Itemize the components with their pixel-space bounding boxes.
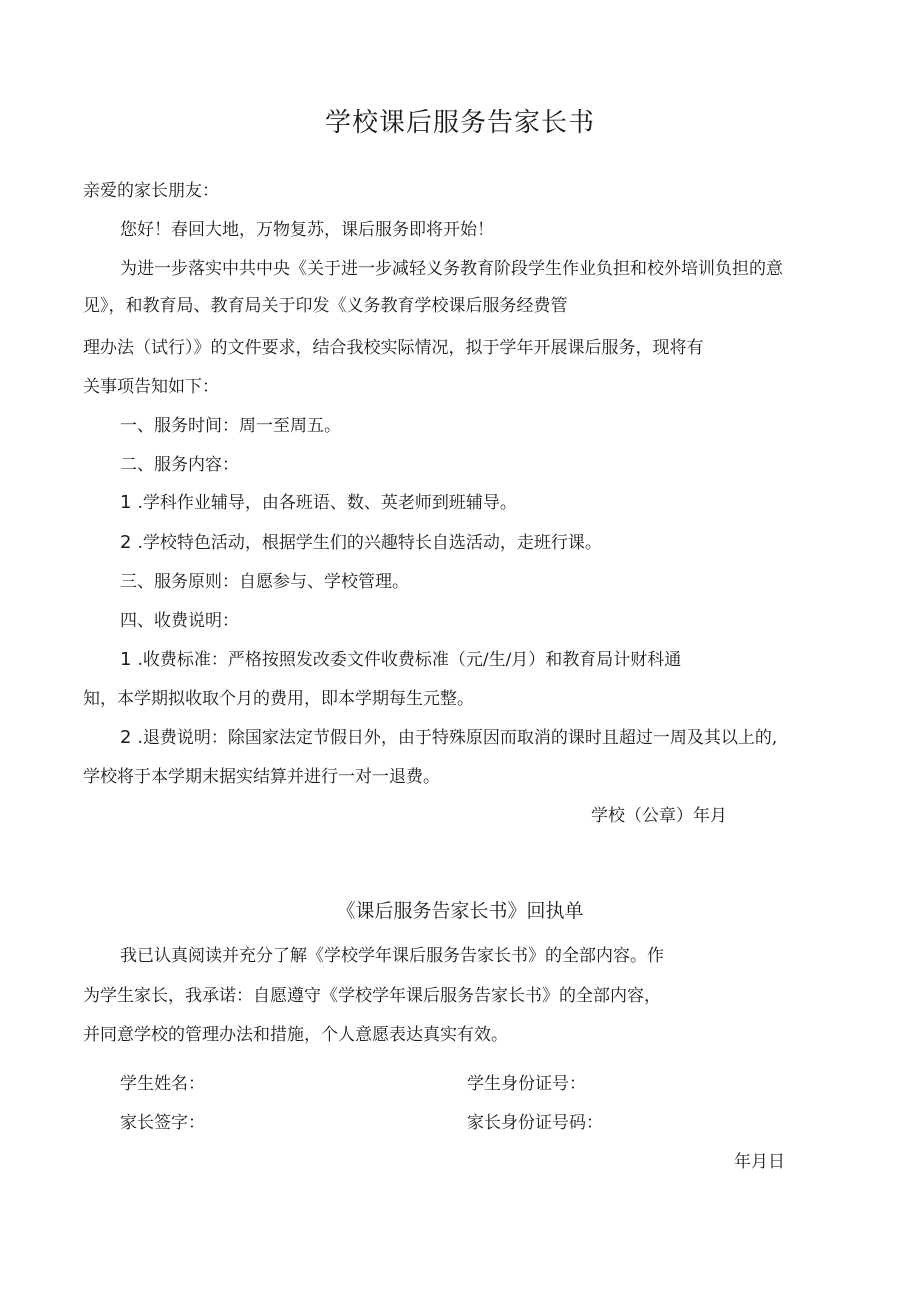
school-seal-signature: 学校（公章）年月 xyxy=(591,806,727,826)
receipt-line-3: 并同意学校的管理办法和措施，个人意愿表达真实有效。 xyxy=(83,1025,508,1045)
intro-line-4: 关事项告知如下： xyxy=(83,377,219,397)
student-id-label: 学生身份证号： xyxy=(467,1074,586,1094)
item-service-principle: 三、服务原则：自愿参与、学校管理。 xyxy=(120,572,409,592)
list-number: 1 xyxy=(120,649,132,670)
fees-item-1 xyxy=(120,650,681,670)
item-fees: 四、收费说明： xyxy=(120,611,239,631)
list-text: .学科作业辅导，由各班语、数、英老师到班辅导。 xyxy=(137,493,517,513)
receipt-line-1: 我已认真阅读并充分了解《学校学年课后服务告家长书》的全部内容。作 xyxy=(120,946,664,966)
item-service-time: 一、服务时间：周一至周五。 xyxy=(120,416,341,436)
list-text: .学校特色活动，根据学生们的兴趣特长自选活动，走班行课。 xyxy=(137,533,602,553)
fees-item-2 xyxy=(120,728,777,748)
fees-item-1-cont: 知，本学期拟收取个月的费用，即本学期每生元整。 xyxy=(83,689,474,709)
date-label: 年月日 xyxy=(734,1152,785,1172)
list-number: 1 xyxy=(120,492,132,513)
student-name-label: 学生姓名： xyxy=(120,1074,205,1094)
fees-item-2-cont: 学校将于本学期末据实结算并进行一对一退费。 xyxy=(83,767,440,787)
greeting: 亲爱的家长朋友： xyxy=(83,181,219,201)
parent-id-label: 家长身份证号码： xyxy=(467,1113,603,1133)
hello-paragraph: 您好！春回大地，万物复苏，课后服务即将开始！ xyxy=(120,220,494,240)
parent-signature-label: 家长签字： xyxy=(120,1113,205,1133)
receipt-title: 《课后服务告家长书》回执单 xyxy=(336,900,584,922)
content-item-2 xyxy=(120,533,602,553)
item-service-content: 二、服务内容： xyxy=(120,455,239,475)
list-text: .收费标准：严格按照发改委文件收费标准（元/生/月）和教育局计财科通 xyxy=(137,650,682,670)
page-title: 学校课后服务告家长书 xyxy=(324,108,595,138)
list-number: 2 xyxy=(120,532,132,553)
list-text: .退费说明：除国家法定节假日外，由于特殊原因而取消的课时且超过一周及其以上的, xyxy=(137,728,778,748)
intro-line-1: 为进一步落实中共中央《关于进一步减轻义务教育阶段学生作业负担和校外培训负担的意 xyxy=(120,259,783,279)
intro-line-3: 理办法（试行）》的文件要求，结合我校实际情况，拟于学年开展课后服务，现将有 xyxy=(83,338,704,358)
list-number: 2 xyxy=(120,727,132,748)
content-item-1 xyxy=(120,493,517,513)
receipt-line-2: 为学生家长，我承诺：自愿遵守《学校学年课后服务告家长书》的全部内容， xyxy=(83,986,661,1006)
intro-line-2: 见》，和教育局、教育局关于印发《义务教育学校课后服务经费管 xyxy=(83,296,568,316)
